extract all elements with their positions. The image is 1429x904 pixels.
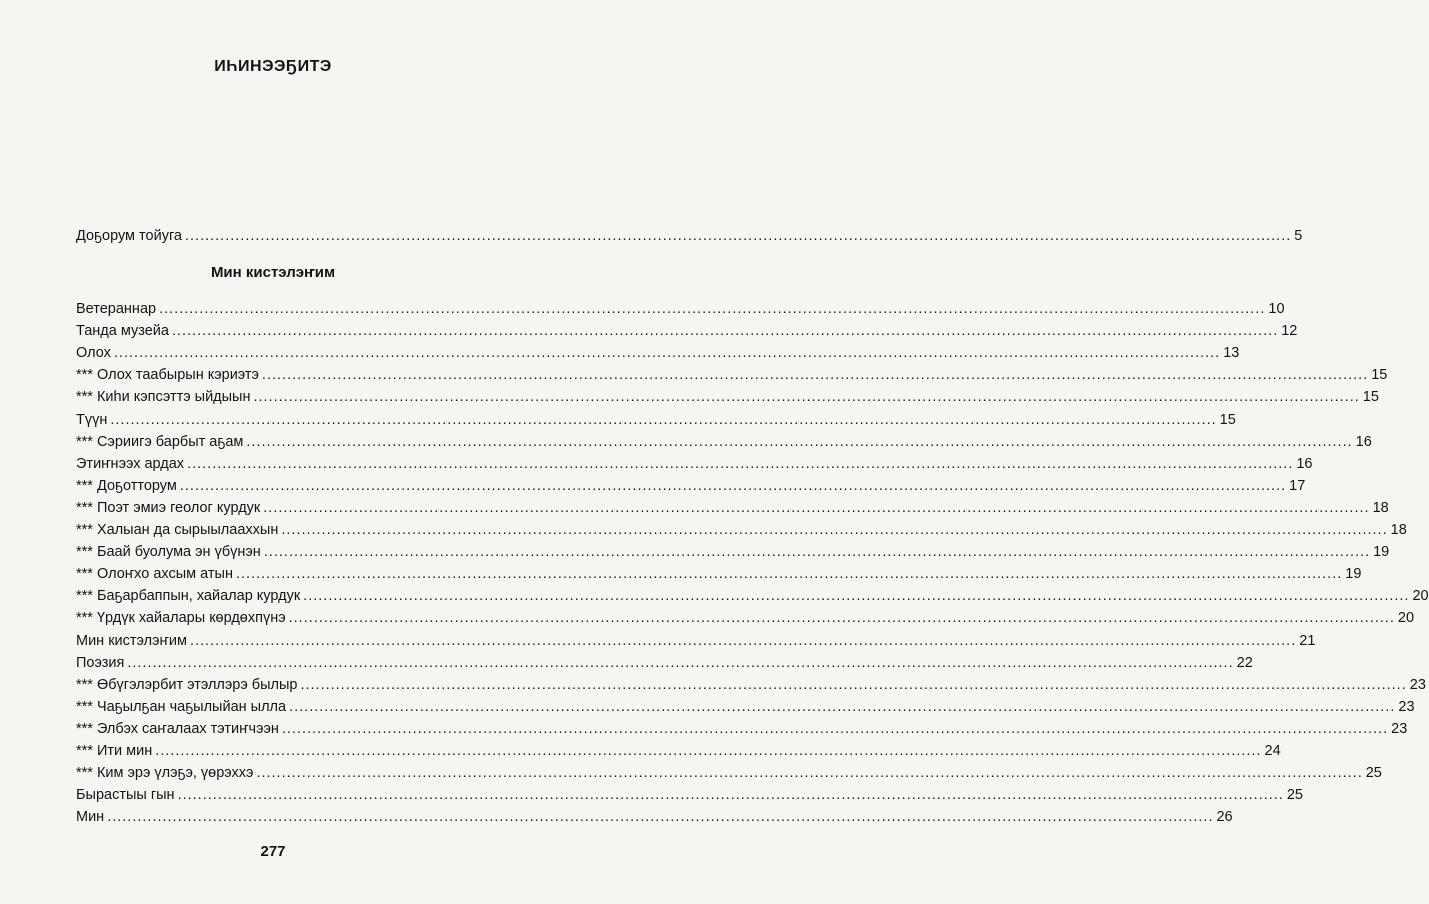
dot-leader: ............................................................................................................................................................................................................................ bbox=[261, 367, 1369, 384]
toc-entry-title: *** Сэриигэ барбыт аҕам bbox=[76, 433, 244, 450]
toc-entry-page: 16 bbox=[1355, 433, 1372, 450]
toc-entry bbox=[76, 632, 1316, 654]
dot-leader: ............................................................................................................................................................................................................................ bbox=[289, 698, 1396, 715]
toc-entry-title: Мин bbox=[76, 809, 105, 826]
toc-entry bbox=[76, 499, 1389, 521]
dot-leader: ............................................................................................................................................................................................................................ bbox=[263, 544, 1371, 561]
toc-entry-page: 26 bbox=[1216, 809, 1233, 826]
dot-leader: ............................................................................................................................................................................................................................ bbox=[159, 301, 1266, 317]
toc-entry-page: 22 bbox=[1236, 654, 1253, 671]
toc-entry-title: Доҕорум тойуга bbox=[76, 228, 182, 244]
toc-entry-title: Бырастыы гын bbox=[76, 787, 175, 804]
dot-leader: ............................................................................................................................................................................................................................ bbox=[110, 411, 1217, 428]
toc-entry-title: Этиҥнээх ардах bbox=[76, 455, 185, 472]
dot-leader: ............................................................................................................................................................................................................................ bbox=[300, 676, 1407, 693]
toc-entry bbox=[76, 588, 1429, 609]
toc-entry bbox=[76, 477, 1306, 499]
contents-title: ИҺИНЭЭҔИТЭ bbox=[214, 58, 332, 75]
toc-entry bbox=[76, 610, 1415, 631]
toc-entry-page: 20 bbox=[1397, 610, 1415, 627]
toc-entry-title: Поэзия bbox=[76, 654, 125, 671]
dot-leader: ............................................................................................................................................................................................................................ bbox=[253, 389, 1360, 406]
toc-entry-title: *** Элбэх саҥалаах тэтиҥчээн bbox=[76, 720, 279, 737]
dot-leader: ............................................................................................................................................................................................................................ bbox=[281, 522, 1388, 538]
toc-entry bbox=[76, 455, 1313, 477]
toc-entry-title: *** Киһи кэпсэттэ ыйдыын bbox=[76, 389, 251, 406]
toc-entry-title: *** Олоҥхо ахсым атын bbox=[76, 566, 233, 583]
toc-entry-title: Мин кистэлэҥим bbox=[76, 632, 187, 649]
toc-entry-page: 21 bbox=[1299, 632, 1316, 649]
dot-leader: ............................................................................................................................................................................................................................ bbox=[281, 720, 1389, 737]
dot-leader: ............................................................................................................................................................................................................................ bbox=[184, 228, 1292, 244]
dot-leader: ............................................................................................................................................................................................................................ bbox=[107, 809, 1214, 826]
toc-entry bbox=[76, 228, 1303, 249]
toc-entry-page: 15 bbox=[1362, 389, 1379, 406]
toc-entry-page: 23 bbox=[1391, 720, 1408, 737]
toc-entry bbox=[76, 522, 1407, 543]
toc-entry-title: *** Олох таабырын кэриэтэ bbox=[76, 367, 259, 384]
toc-entry-title: *** Халыан да сырыылааххын bbox=[76, 522, 279, 538]
dot-leader: ............................................................................................................................................................................................................................ bbox=[288, 610, 1395, 627]
toc-entry-page: 16 bbox=[1296, 455, 1313, 472]
toc-entry bbox=[76, 411, 1236, 433]
toc-entry bbox=[76, 698, 1415, 720]
toc-entry bbox=[76, 433, 1372, 455]
toc-entry-title: Танда музейа bbox=[76, 323, 169, 340]
toc-entry bbox=[76, 787, 1303, 808]
toc-entry-page: 25 bbox=[1365, 765, 1382, 782]
toc-entry-page: 5 bbox=[1294, 228, 1303, 244]
toc-entry-title: *** Поэт эмиэ геолог курдук bbox=[76, 499, 261, 516]
toc-entry bbox=[76, 345, 1240, 366]
dot-leader: ............................................................................................................................................................................................................................ bbox=[187, 455, 1294, 472]
toc-entry-page: 15 bbox=[1219, 411, 1236, 428]
toc-entry-title: *** Ким эрэ үлэҕэ, үөрэххэ bbox=[76, 765, 254, 782]
toc-entry bbox=[76, 654, 1253, 676]
section-title: Мин кистэлэҥим bbox=[210, 264, 336, 281]
toc-entry-page: 10 bbox=[1268, 301, 1285, 317]
dot-leader: ............................................................................................................................................................................................................................ bbox=[113, 345, 1221, 362]
toc-entry bbox=[76, 809, 1233, 830]
toc-entry-page: 15 bbox=[1371, 367, 1388, 384]
toc-entry bbox=[76, 367, 1388, 388]
toc-entry-page: 13 bbox=[1223, 345, 1240, 362]
dot-leader: ............................................................................................................................................................................................................................ bbox=[303, 588, 1410, 605]
toc-entry-title: *** Ити мин bbox=[76, 743, 153, 759]
toc-entry-page: 24 bbox=[1264, 743, 1281, 759]
toc-entry-title: Түүн bbox=[76, 411, 108, 428]
dot-leader: ............................................................................................................................................................................................................................ bbox=[189, 632, 1297, 649]
toc-entry bbox=[76, 566, 1362, 587]
dot-leader: ............................................................................................................................................................................................................................ bbox=[171, 323, 1279, 340]
toc-entry-page: 19 bbox=[1345, 566, 1362, 583]
toc-entry-title: Ветераннар bbox=[76, 301, 157, 317]
toc-entry-page: 17 bbox=[1289, 477, 1306, 494]
dot-leader: ............................................................................................................................................................................................................................ bbox=[155, 743, 1262, 759]
toc-entry-page: 12 bbox=[1281, 323, 1298, 340]
toc-entry-page: 18 bbox=[1372, 499, 1389, 516]
toc-entry-title: *** Баай буолума эн үбүнэн bbox=[76, 544, 261, 561]
dot-leader: ............................................................................................................................................................................................................................ bbox=[177, 787, 1284, 804]
toc-entry bbox=[76, 720, 1408, 742]
dot-leader: ............................................................................................................................................................................................................................ bbox=[179, 477, 1287, 494]
page-number: 277 bbox=[260, 843, 286, 860]
toc-entry bbox=[76, 765, 1382, 786]
dot-leader: ............................................................................................................................................................................................................................ bbox=[246, 433, 1353, 450]
toc-entry-title: Олох bbox=[76, 345, 111, 362]
toc-entry bbox=[76, 301, 1285, 322]
toc-entry-page: 19 bbox=[1373, 544, 1390, 561]
toc-entry bbox=[76, 323, 1298, 344]
toc-entry-title: *** Үрдүк хайалары көрдөхпүнэ bbox=[76, 610, 286, 627]
toc-entry-page: 23 bbox=[1409, 676, 1426, 693]
toc-entry bbox=[76, 676, 1426, 698]
dot-leader: ............................................................................................................................................................................................................................ bbox=[256, 765, 1363, 782]
toc-entry-title: *** Чаҕылҕан чаҕылыйан ылла bbox=[76, 698, 287, 715]
toc-entry-title: *** Баҕарбаппын, хайалар курдук bbox=[76, 588, 301, 605]
toc-entry bbox=[76, 389, 1379, 410]
toc-entry-title: *** Өбүгэлэрбит этэллэрэ былыр bbox=[76, 676, 298, 693]
toc-entry-page: 20 bbox=[1412, 588, 1429, 605]
toc-entry bbox=[76, 743, 1281, 764]
dot-leader: ............................................................................................................................................................................................................................ bbox=[263, 499, 1370, 516]
toc-entry-title: *** Доҕотторум bbox=[76, 477, 177, 494]
toc-entry-page: 18 bbox=[1390, 522, 1407, 538]
dot-leader: ............................................................................................................................................................................................................................ bbox=[235, 566, 1343, 583]
toc-entry-page: 23 bbox=[1398, 698, 1415, 715]
toc-entry-page: 25 bbox=[1286, 787, 1303, 804]
toc-entry bbox=[76, 544, 1390, 565]
dot-leader: ............................................................................................................................................................................................................................ bbox=[127, 654, 1234, 671]
